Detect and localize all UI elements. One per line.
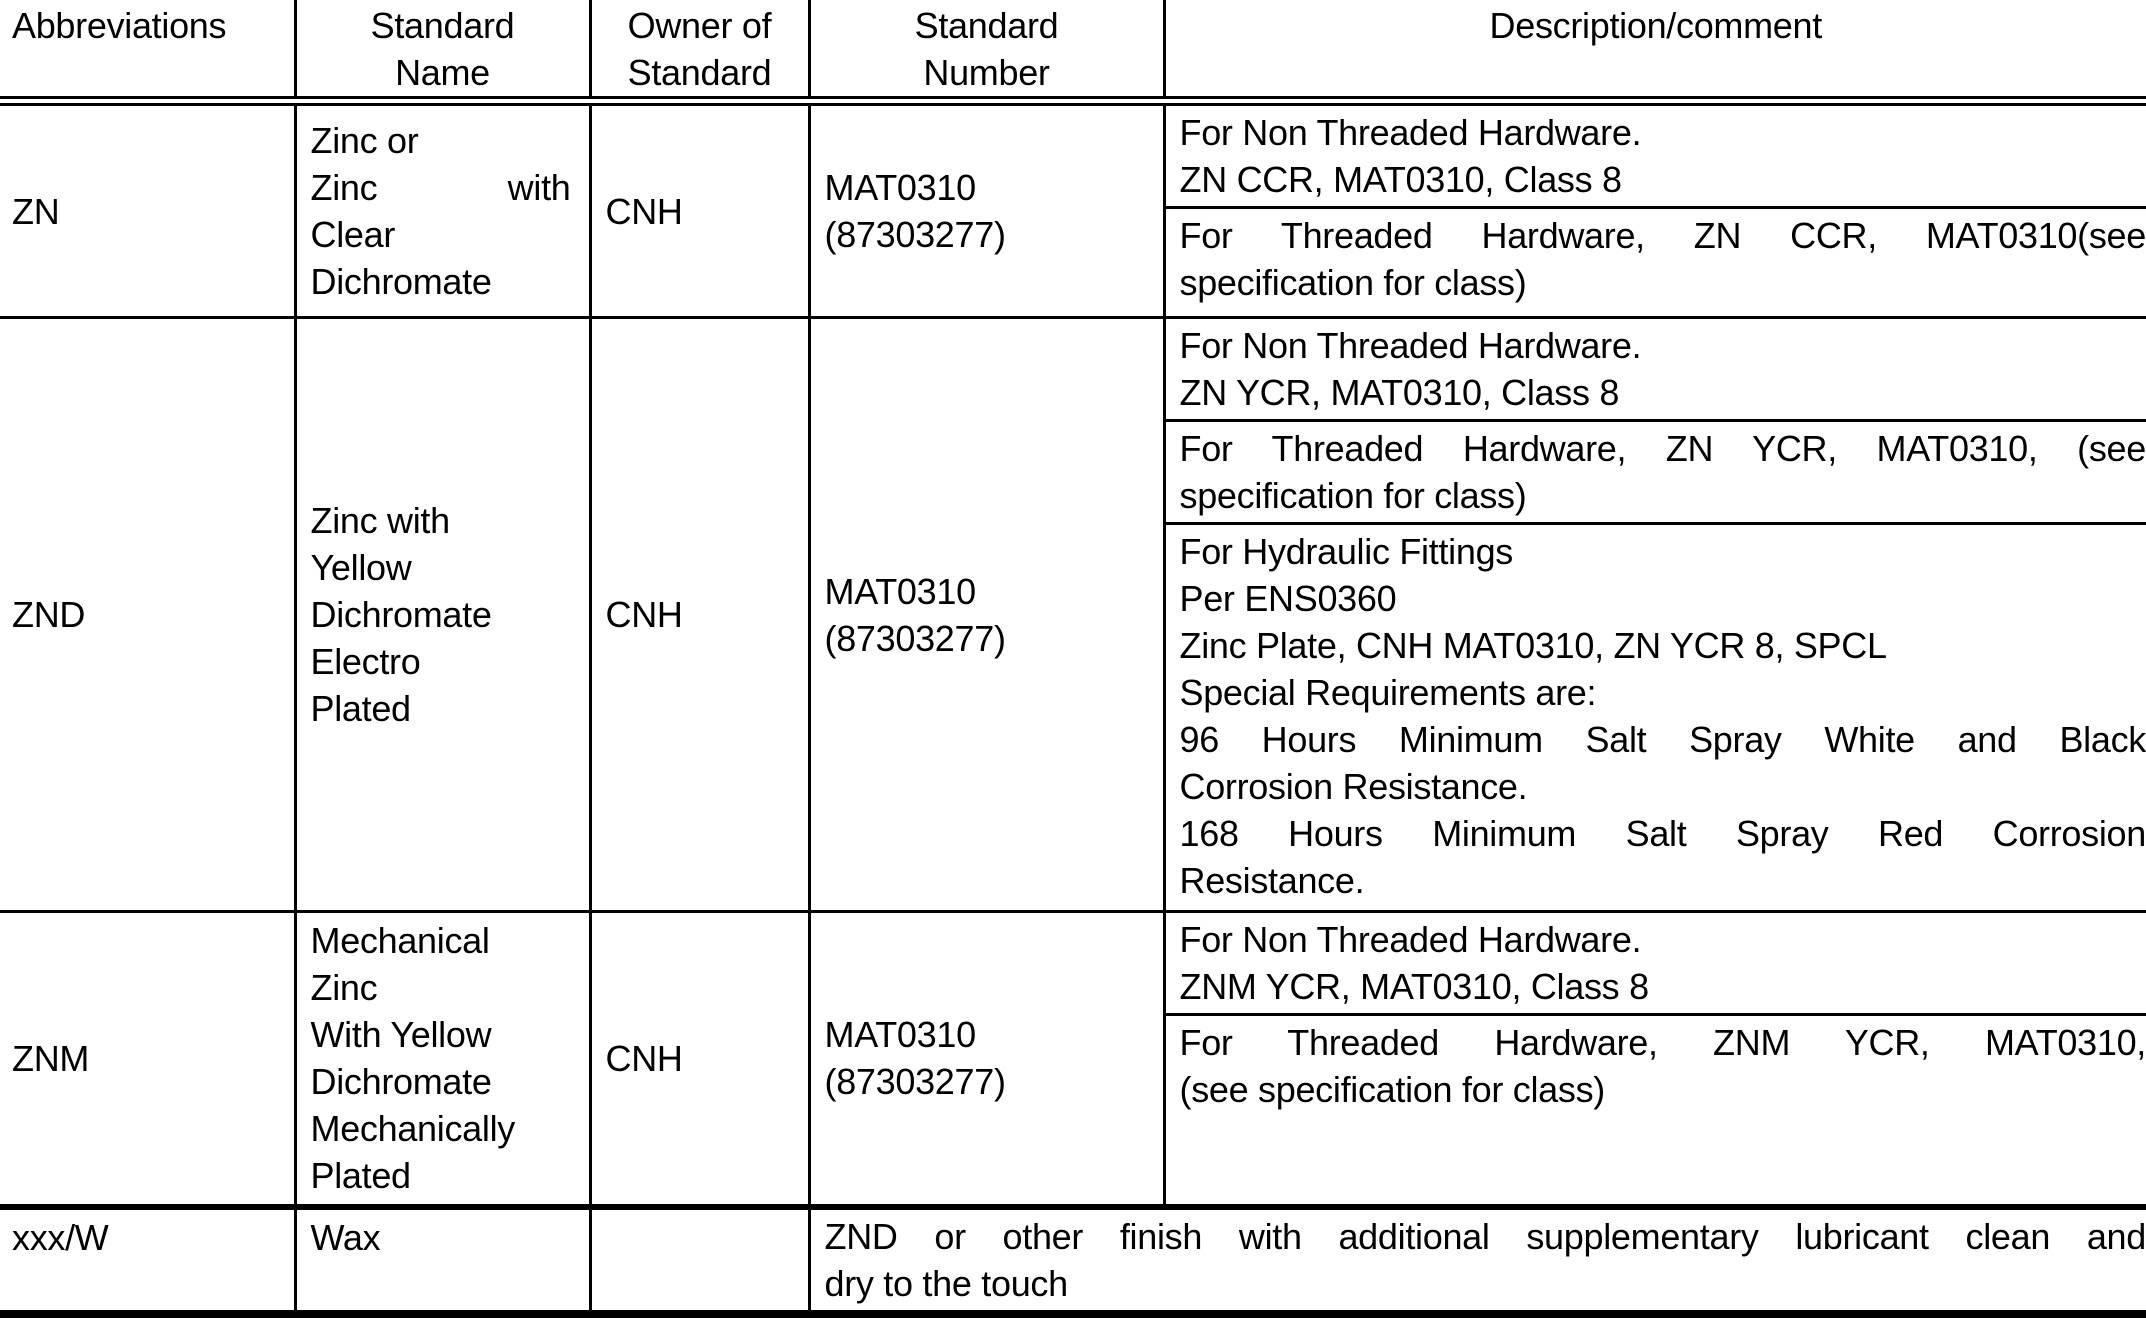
table-row [0, 318, 2146, 421]
text-line: Clear [311, 211, 571, 258]
text-line: Yellow [311, 544, 571, 591]
text-line: Per ENS0360 [1180, 575, 2146, 622]
table-row [0, 101, 2146, 208]
text-line: Plated [311, 685, 571, 732]
text-line: For Threaded Hardware, ZN CCR, MAT0310(see [1180, 212, 2146, 259]
text-line: For Non Threaded Hardware. [1180, 109, 2146, 156]
text-line: 96 Hours Minimum Salt Spray White and Black [1180, 716, 2146, 763]
cell-description-znm-threaded [1164, 1015, 2146, 1207]
cell-standard-name-znd [295, 318, 590, 912]
text-line: ZN CCR, MAT0310, Class 8 [1180, 156, 2146, 203]
text-line: (see specification for class) [1180, 1066, 2146, 1113]
text-line: MAT0310 [825, 568, 1145, 615]
cell-standard-name-znm [295, 912, 590, 1207]
cell-owner-zn [590, 101, 809, 318]
text-line: dry to the touch [825, 1260, 2146, 1307]
table-header [0, 0, 2146, 101]
text-line: (87303277) [825, 211, 1145, 258]
text-line: For Non Threaded Hardware. [1180, 916, 2146, 963]
text-line: For Threaded Hardware, ZNM YCR, MAT0310, [1180, 1019, 2146, 1066]
header-description-comment [1164, 0, 2146, 101]
cell-description-zn-threaded [1164, 208, 2146, 318]
text-line: Name [303, 49, 583, 96]
text-line: Dichromate [311, 591, 571, 638]
text-line: ZN YCR, MAT0310, Class 8 [1180, 369, 2146, 416]
text-line: For Threaded Hardware, ZN YCR, MAT0310, (see [1180, 425, 2146, 472]
text-line: Zinc with [311, 164, 571, 211]
text-line: (87303277) [825, 615, 1145, 662]
cell-description-znd-hydraulic [1164, 524, 2146, 912]
cell-abbreviation-znd [0, 318, 295, 912]
text-line: Mechanically [311, 1105, 571, 1152]
cell-owner-znm [590, 912, 809, 1207]
text-line: Plated [311, 1152, 571, 1199]
cell-description-znm-non-threaded [1164, 912, 2146, 1015]
text-line: Number [817, 49, 1157, 96]
text-line: xxx/W [12, 1214, 276, 1261]
cell-abbreviation-zn [0, 101, 295, 318]
cell-description-znd-non-threaded [1164, 318, 2146, 421]
text-line: Standard [598, 49, 802, 96]
text-line: Zinc [311, 964, 571, 1011]
text-line: Mechanical [311, 917, 571, 964]
text-line: 168 Hours Minimum Salt Spray Red Corrosion [1180, 810, 2146, 857]
text-line: Resistance. [1180, 857, 2146, 904]
header-standard-number [809, 0, 1164, 101]
text-line: CNH [606, 591, 790, 638]
text-line: For Non Threaded Hardware. [1180, 322, 2146, 369]
text-line: Corrosion Resistance. [1180, 763, 2146, 810]
cell-abbreviation-wax [0, 1207, 295, 1314]
text-line: Special Requirements are: [1180, 669, 2146, 716]
cell-standard-name-wax [295, 1207, 590, 1314]
text-line: Standard [303, 2, 583, 49]
text-line: Standard [817, 2, 1157, 49]
cell-owner-wax [590, 1207, 809, 1314]
text-line: (87303277) [825, 1058, 1145, 1105]
text-line: Electro [311, 638, 571, 685]
cell-standard-number-znd [809, 318, 1164, 912]
text-line: Zinc Plate, CNH MAT0310, ZN YCR 8, SPCL [1180, 622, 2146, 669]
text-line: ZND [12, 591, 276, 638]
header-row [0, 0, 2146, 101]
cell-standard-name-zn [295, 101, 590, 318]
table-body [0, 101, 2146, 1314]
cell-standard-number-znm [809, 912, 1164, 1207]
text-line: MAT0310 [825, 164, 1145, 211]
cell-description-zn-non-threaded [1164, 101, 2146, 208]
table-row [0, 912, 2146, 1015]
table-row [0, 1207, 2146, 1314]
text-line: Dichromate [311, 1058, 571, 1105]
header-standard-name [295, 0, 590, 101]
header-owner-of-standard [590, 0, 809, 101]
text-line: CNH [606, 188, 790, 235]
cell-abbreviation-znm [0, 912, 295, 1207]
text-line: Wax [311, 1214, 571, 1261]
cell-description-znd-threaded [1164, 421, 2146, 524]
text-line: With Yellow [311, 1011, 571, 1058]
text-line: specification for class) [1180, 259, 2146, 306]
cell-description-wax [809, 1207, 2146, 1314]
text-line: Dichromate [311, 258, 571, 305]
text-line: Description/comment [1172, 2, 2141, 49]
text-line: Abbreviations [12, 2, 288, 49]
text-line: ZN [12, 188, 276, 235]
text-line: ZNM YCR, MAT0310, Class 8 [1180, 963, 2146, 1010]
text-line: specification for class) [1180, 472, 2146, 519]
text-line: ZND or other finish with additional supplementary lubricant clean and [825, 1213, 2146, 1260]
header-abbreviations [0, 0, 295, 101]
cell-owner-znd [590, 318, 809, 912]
cell-standard-number-zn [809, 101, 1164, 318]
text-line: For Hydraulic Fittings [1180, 528, 2146, 575]
text-line: CNH [606, 1035, 790, 1082]
text-line: MAT0310 [825, 1011, 1145, 1058]
text-line: Owner of [598, 2, 802, 49]
text-line: Zinc or [311, 117, 571, 164]
text-line: ZNM [12, 1035, 276, 1082]
text-line: Zinc with [311, 497, 571, 544]
